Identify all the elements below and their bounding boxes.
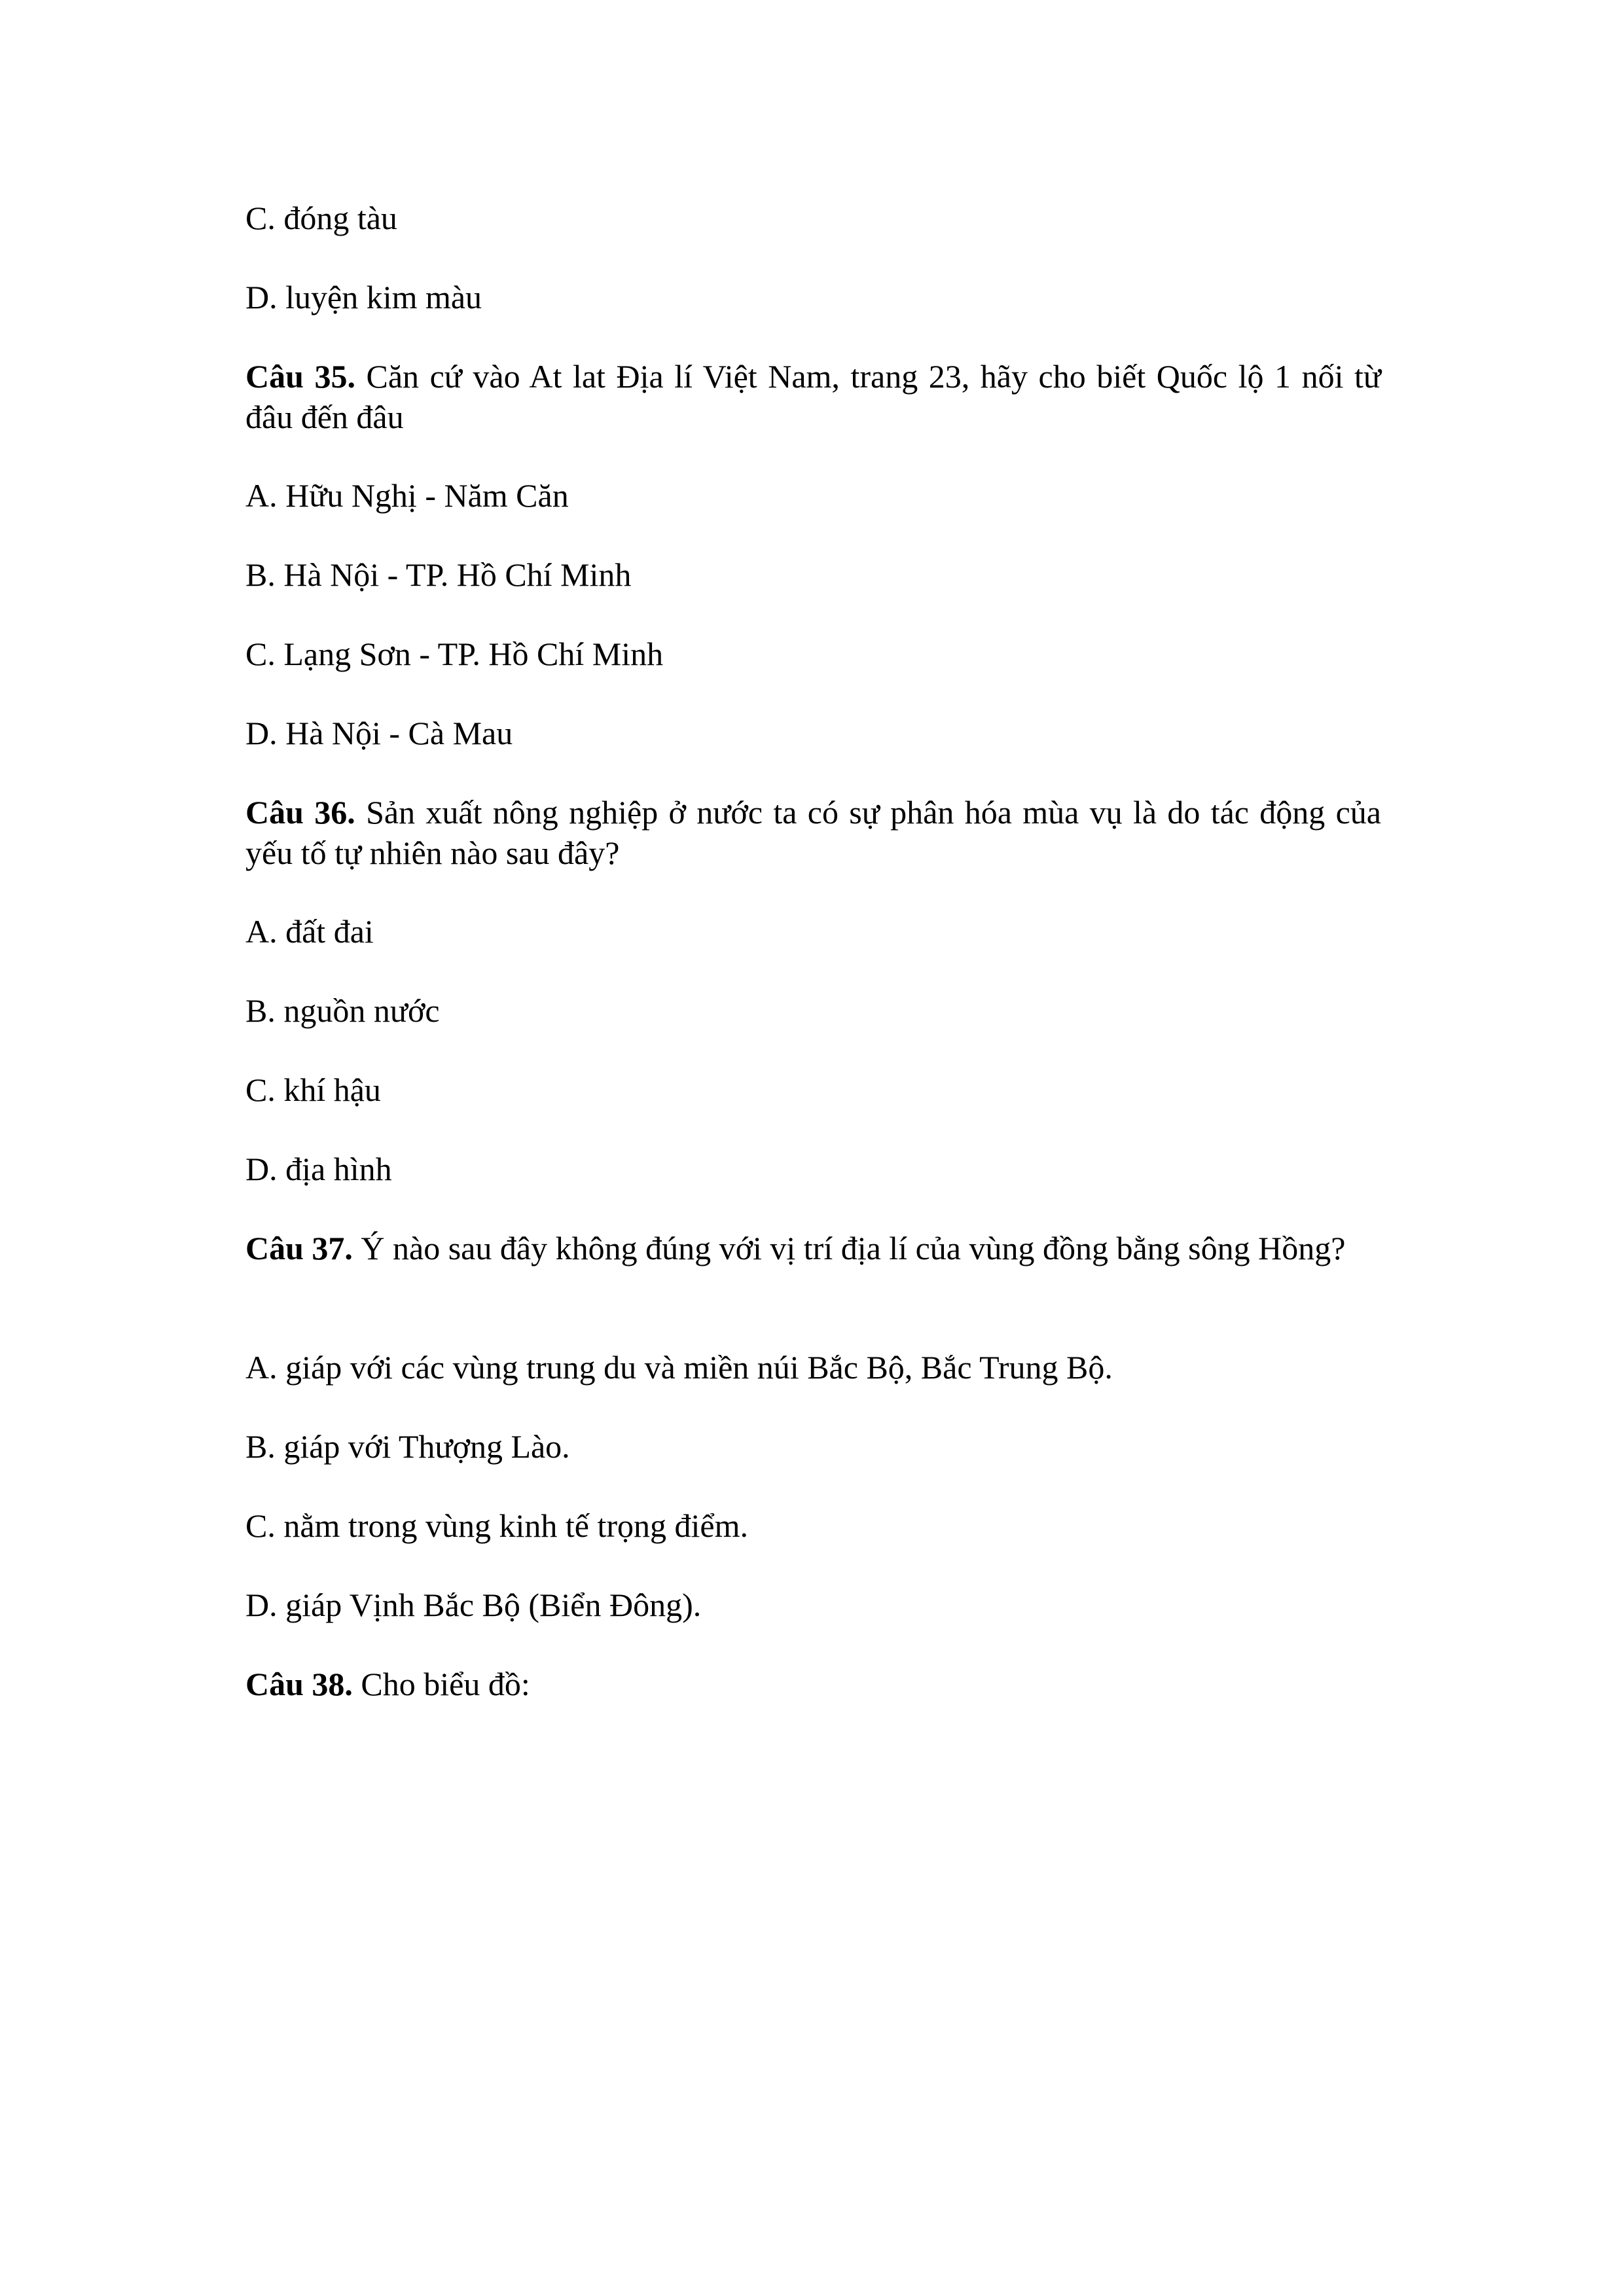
question-38 <box>245 1664 530 1704</box>
question-35-text: Căn cứ vào At lat Địa lí Việt Nam, trang 23, hãy cho biết Quốc lộ 1 nối từ đâu đến đâu <box>245 358 1381 435</box>
question-36-label: Câu 36. <box>245 794 355 831</box>
q37-option-c: C. nằm trong vùng kinh tế trọng điểm. <box>245 1507 748 1544</box>
question-37-label: Câu 37. <box>245 1230 353 1266</box>
q35-option-d: D. Hà Nội - Cà Mau <box>245 715 513 751</box>
q37-option-a: A. giáp với các vùng trung du và miền núi Bắc Bộ, Bắc Trung Bộ. <box>245 1349 1113 1386</box>
q35-option-c: C. Lạng Sơn - TP. Hồ Chí Minh <box>245 636 664 672</box>
question-36 <box>245 792 1381 873</box>
q35-option-b: B. Hà Nội - TP. Hồ Chí Minh <box>245 556 632 593</box>
question-37-text: Ý nào sau đây không đúng với vị trí địa lí của vùng đồng bằng sông Hồng? <box>352 1230 1346 1266</box>
q37-option-b: B. giáp với Thượng Lào. <box>245 1428 570 1465</box>
question-38-text: Cho biểu đồ: <box>352 1666 530 1702</box>
question-35-label: Câu 35. <box>245 358 355 395</box>
question-38-label: Câu 38. <box>245 1666 353 1702</box>
q34-option-d: D. luyện kim màu <box>245 279 482 315</box>
question-36-text: Sản xuất nông nghiệp ở nước ta có sự phân hóa mùa vụ là do tác động của yếu tố tự nhiên nào sau đây? <box>245 794 1382 871</box>
q36-option-a: A. đất đai <box>245 913 374 950</box>
question-35 <box>245 356 1381 437</box>
q36-option-c: C. khí hậu <box>245 1071 381 1108</box>
q36-option-d: D. địa hình <box>245 1151 392 1187</box>
q37-option-d: D. giáp Vịnh Bắc Bộ (Biển Đông). <box>245 1587 702 1623</box>
q34-option-c: C. đóng tàu <box>245 200 397 236</box>
q36-option-b: B. nguồn nước <box>245 992 440 1029</box>
question-37 <box>245 1228 1381 1268</box>
q35-option-a: A. Hữu Nghị - Năm Căn <box>245 477 569 514</box>
